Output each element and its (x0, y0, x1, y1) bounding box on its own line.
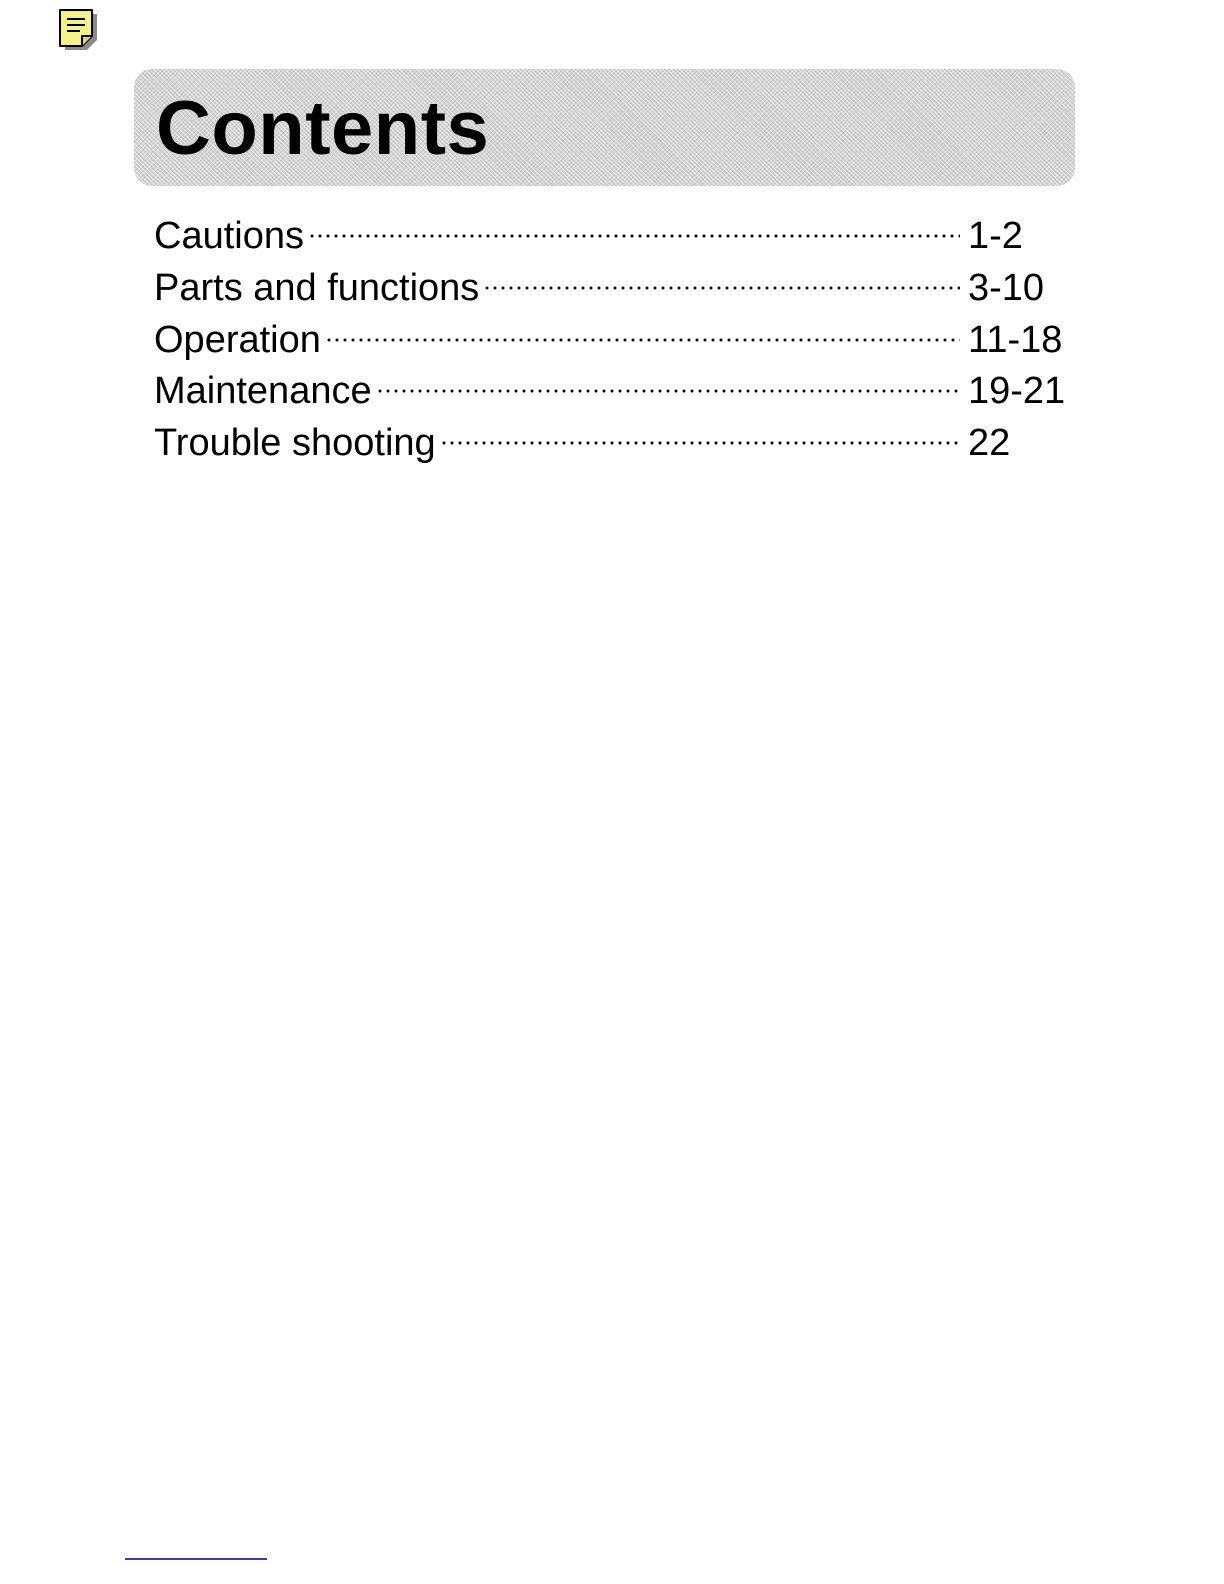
toc-item-page: 11-18 (968, 318, 1063, 361)
dot-leader (483, 286, 960, 290)
toc-item-label: Cautions (154, 215, 304, 257)
toc-item-cautions[interactable] (154, 211, 1074, 263)
sticky-note-icon[interactable] (58, 8, 100, 52)
toc-item-label: Maintenance (154, 370, 372, 413)
toc-item-trouble-shooting[interactable] (154, 418, 1074, 470)
dot-leader (325, 338, 960, 342)
toc-item-label: Operation (154, 318, 321, 361)
toc-item-page: 1-2 (968, 215, 1023, 257)
dot-leader (308, 234, 960, 238)
toc-item-label: Parts and functions (154, 266, 480, 309)
toc-item-page: 22 (968, 422, 1011, 465)
toc-item-operation[interactable] (154, 315, 1074, 367)
dot-leader (376, 389, 960, 393)
table-of-contents (154, 211, 1074, 470)
footer-divider (125, 1558, 267, 1560)
page-title: Contents (156, 86, 490, 171)
dot-leader (440, 441, 960, 445)
toc-item-page: 3-10 (968, 266, 1045, 309)
title-banner (134, 69, 1075, 186)
toc-item-parts-and-functions[interactable] (154, 263, 1074, 315)
toc-item-label: Trouble shooting (154, 422, 436, 465)
toc-item-maintenance[interactable] (154, 366, 1074, 418)
toc-item-page: 19-21 (968, 370, 1066, 413)
